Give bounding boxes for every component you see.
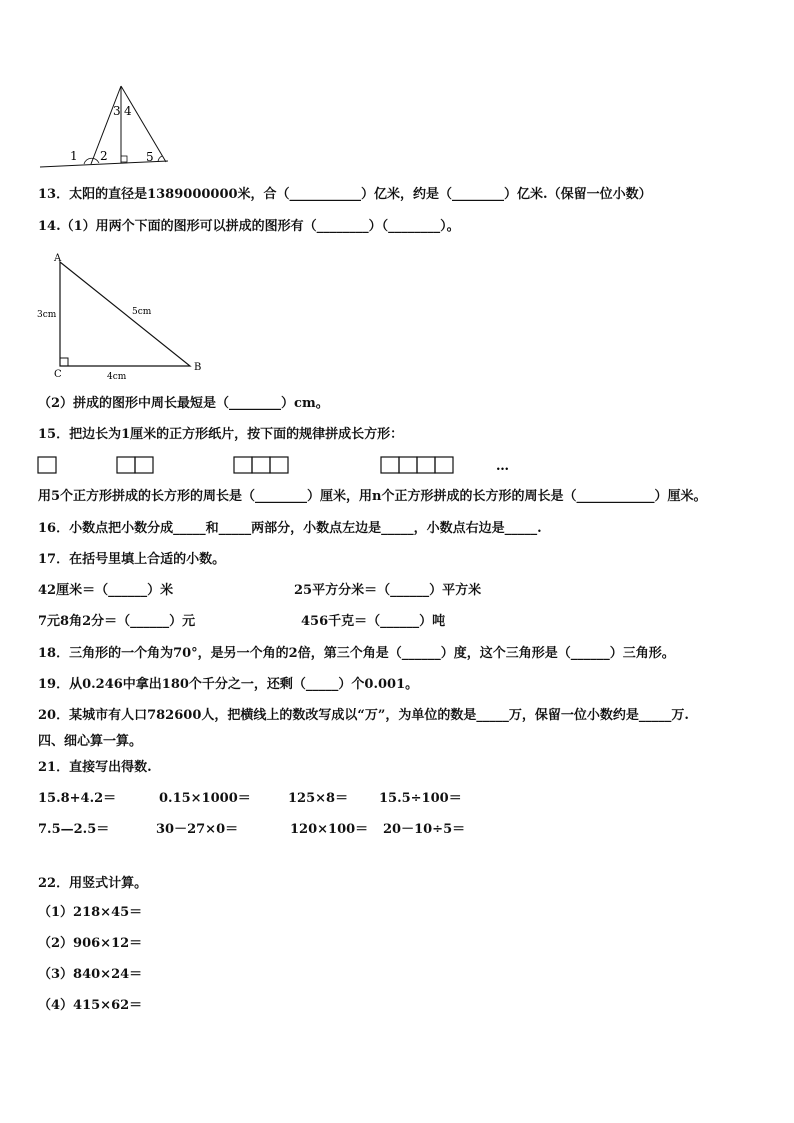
vertex-a: A <box>54 253 62 264</box>
q21-item-3: 125×8＝ <box>288 791 349 806</box>
right-side <box>121 86 166 162</box>
pattern-ellipsis: … <box>496 459 509 474</box>
angle-figure <box>36 84 176 170</box>
q22-item-4: （4）415×62＝ <box>38 998 143 1013</box>
side-ac-label: 3cm <box>37 310 57 320</box>
pattern-3-squares <box>234 457 288 473</box>
section-4-heading: 四、细心算一算。 <box>38 734 143 749</box>
question-17-a: 42厘米＝（______）米 <box>38 583 174 598</box>
question-15: 15．把边长为1厘米的正方形纸片，按下面的规律拼成长方形： <box>38 427 404 442</box>
question-19: 19．从0.246中拿出180个千分之一，还剩（_____）个0.001。 <box>38 677 419 692</box>
pattern-1-square <box>38 457 56 473</box>
question-16: 16．小数点把小数分成_____和_____两部分，小数点左边是_____，小数点右边是_____. <box>38 521 542 536</box>
question-13: 13．太阳的直径是1389000000米，合（___________）亿米，约是（________）亿米.（保留一位小数） <box>38 187 652 202</box>
q22-item-1: （1）218×45＝ <box>38 905 143 920</box>
q21-item-4: 15.5÷100＝ <box>379 791 462 806</box>
right-angle-mark <box>121 156 127 162</box>
question-17-b: 25平方分米＝（______）平方米 <box>294 583 482 598</box>
angle-label-3: 3 <box>113 104 121 118</box>
question-14-part-1: 14.（1）用两个下面的图形可以拼成的图形有（________）（________）。 <box>38 219 460 234</box>
question-14-part-2: （2）拼成的图形中周长最短是（________）cm。 <box>38 396 329 411</box>
q22-item-2: （2）906×12＝ <box>38 936 143 951</box>
q22-item-3: （3）840×24＝ <box>38 967 143 982</box>
q21-item-8: 20－10÷5＝ <box>383 822 466 837</box>
pattern-2-squares <box>117 457 153 473</box>
question-17-c: 7元8角2分＝（______）元 <box>38 614 196 629</box>
question-21: 21．直接写出得数. <box>38 760 152 775</box>
square-pattern-figure <box>36 455 536 477</box>
question-17-d: 456千克＝（______）吨 <box>301 614 446 629</box>
side-cb-label: 4cm <box>107 372 127 382</box>
angle-label-4: 4 <box>124 104 132 118</box>
pattern-4-squares <box>381 457 453 473</box>
vertex-b: B <box>194 362 202 373</box>
angle-label-2: 2 <box>100 149 108 163</box>
q21-item-1: 15.8+4.2＝ <box>38 791 117 806</box>
question-22: 22．用竖式计算。 <box>38 876 148 891</box>
q21-item-7: 120×100＝ <box>290 822 369 837</box>
question-15-text: 用5个正方形拼成的长方形的周长是（________）厘米，用n个正方形拼成的长方形的周长是（____________）厘米。 <box>38 489 707 504</box>
vertex-c: C <box>54 369 62 380</box>
q21-item-5: 7.5—2.5＝ <box>38 822 110 837</box>
right-angle-mark <box>60 358 68 366</box>
question-17: 17．在括号里填上合适的小数。 <box>38 552 226 567</box>
triangle <box>60 262 190 366</box>
q21-item-2: 0.15×1000＝ <box>159 791 251 806</box>
q21-item-6: 30－27×0＝ <box>156 822 239 837</box>
question-18: 18．三角形的一个角为70°，是另一个角的2倍，第三个角是（______）度，这个三角形是（______）三角形。 <box>38 646 675 661</box>
right-triangle-figure <box>36 250 216 382</box>
side-ab-label: 5cm <box>132 307 152 317</box>
question-20: 20．某城市有人口782600人，把横线上的数改写成以“万”，为单位的数是_____万，保留一位小数约是_____万. <box>38 708 689 723</box>
angle-label-1: 1 <box>70 149 78 163</box>
angle-label-5: 5 <box>146 150 154 164</box>
